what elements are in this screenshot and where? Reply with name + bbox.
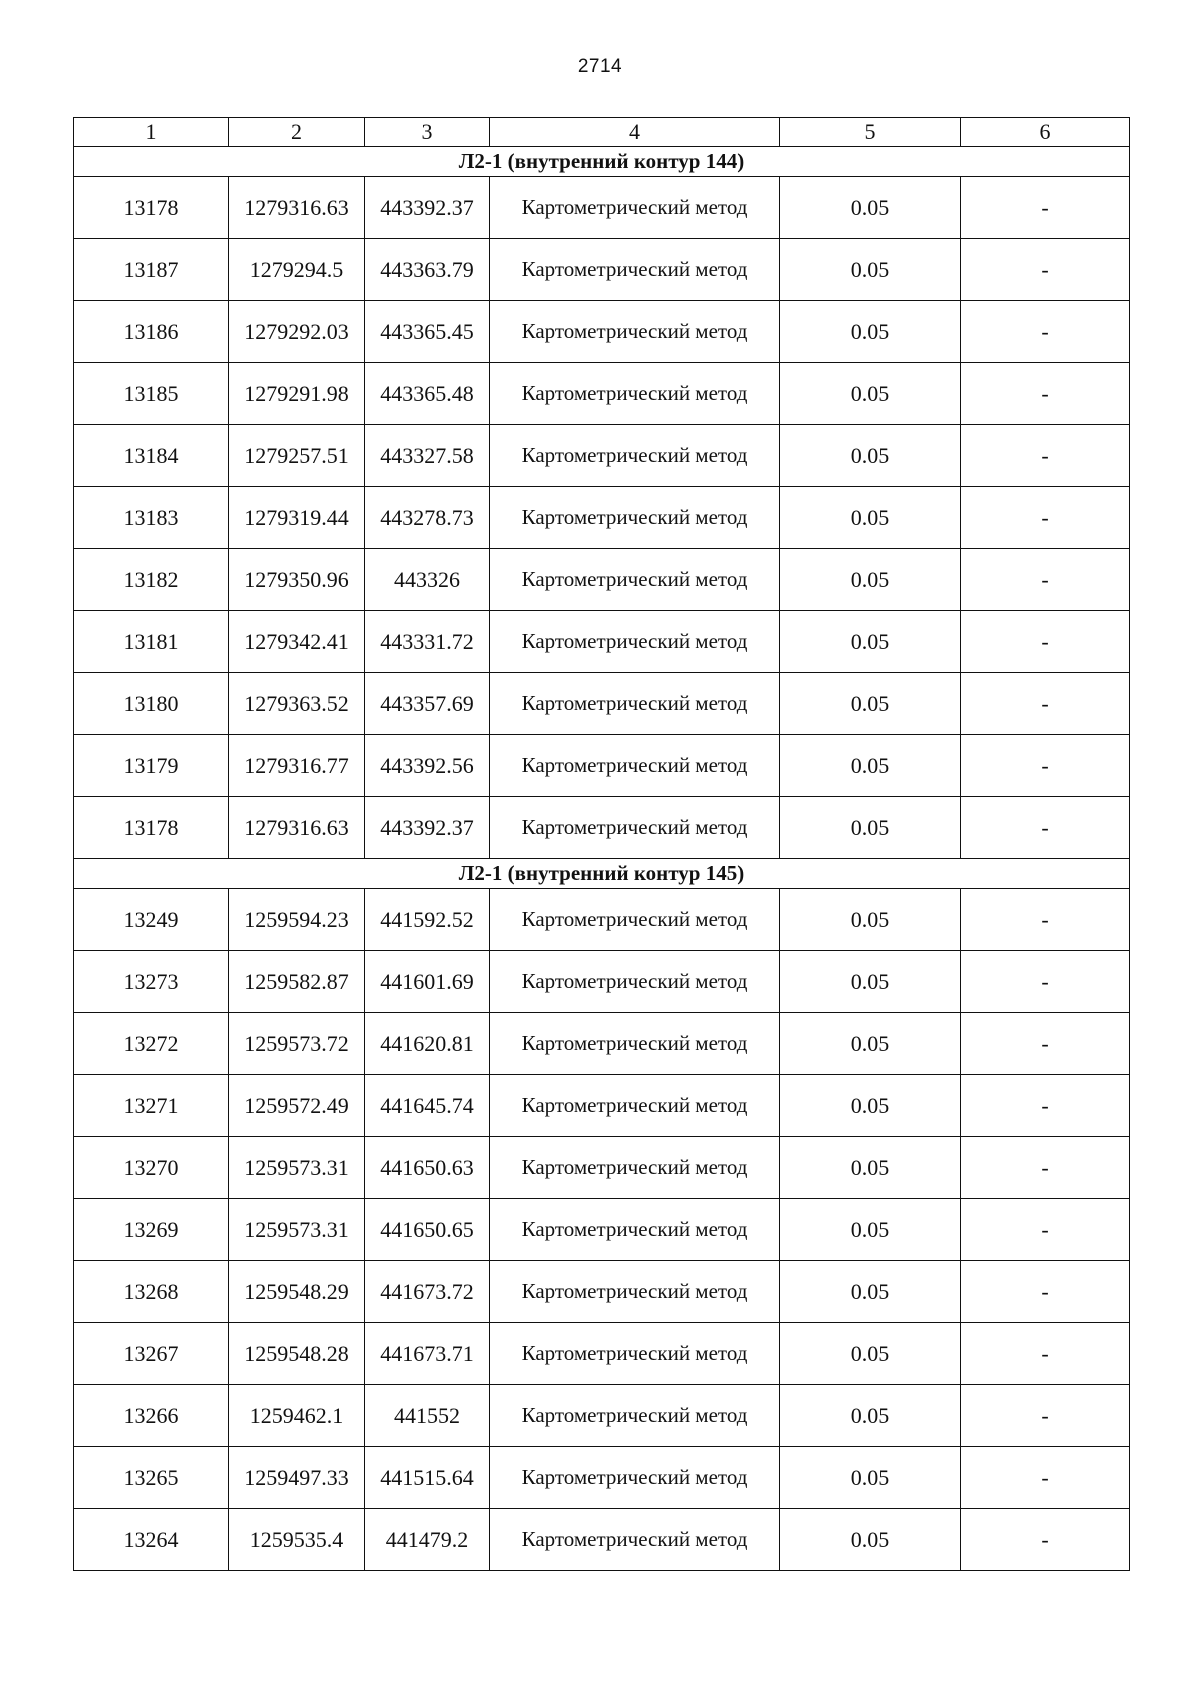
table-row (74, 425, 1130, 487)
table-row (74, 177, 1130, 239)
description-cell: - (961, 1199, 1130, 1261)
x-coordinate-cell: 1279291.98 (229, 363, 365, 425)
description-cell: - (961, 889, 1130, 951)
description-cell: - (961, 1323, 1130, 1385)
table-row (74, 797, 1130, 859)
y-coordinate-cell: 441515.64 (365, 1447, 490, 1509)
section-header-row (74, 859, 1130, 889)
point-number-cell: 13270 (74, 1137, 229, 1199)
description-cell: - (961, 301, 1130, 363)
table-row (74, 239, 1130, 301)
table-row (74, 1013, 1130, 1075)
x-coordinate-cell: 1259548.28 (229, 1323, 365, 1385)
table-row (74, 487, 1130, 549)
column-header: 6 (961, 118, 1130, 147)
method-cell: Картометрический метод (490, 1075, 780, 1137)
description-cell: - (961, 487, 1130, 549)
y-coordinate-cell: 441673.71 (365, 1323, 490, 1385)
accuracy-cell: 0.05 (780, 301, 961, 363)
y-coordinate-cell: 443327.58 (365, 425, 490, 487)
description-cell: - (961, 239, 1130, 301)
point-number-cell: 13249 (74, 889, 229, 951)
description-cell: - (961, 611, 1130, 673)
column-header: 1 (74, 118, 229, 147)
accuracy-cell: 0.05 (780, 487, 961, 549)
x-coordinate-cell: 1279257.51 (229, 425, 365, 487)
point-number-cell: 13271 (74, 1075, 229, 1137)
table-row (74, 1323, 1130, 1385)
x-coordinate-cell: 1259594.23 (229, 889, 365, 951)
column-header: 3 (365, 118, 490, 147)
y-coordinate-cell: 441650.65 (365, 1199, 490, 1261)
accuracy-cell: 0.05 (780, 177, 961, 239)
accuracy-cell: 0.05 (780, 1385, 961, 1447)
y-coordinate-cell: 443331.72 (365, 611, 490, 673)
description-cell: - (961, 363, 1130, 425)
description-cell: - (961, 1075, 1130, 1137)
point-number-cell: 13182 (74, 549, 229, 611)
accuracy-cell: 0.05 (780, 1199, 961, 1261)
table-row (74, 1137, 1130, 1199)
method-cell: Картометрический метод (490, 1385, 780, 1447)
method-cell: Картометрический метод (490, 1261, 780, 1323)
accuracy-cell: 0.05 (780, 797, 961, 859)
point-number-cell: 13180 (74, 673, 229, 735)
section-title: Л2-1 (внутренний контур 145) (74, 859, 1130, 889)
table-body (74, 118, 1130, 1571)
point-number-cell: 13187 (74, 239, 229, 301)
table-row (74, 735, 1130, 797)
x-coordinate-cell: 1279316.63 (229, 177, 365, 239)
point-number-cell: 13264 (74, 1509, 229, 1571)
table-row (74, 301, 1130, 363)
point-number-cell: 13184 (74, 425, 229, 487)
y-coordinate-cell: 441650.63 (365, 1137, 490, 1199)
method-cell: Картометрический метод (490, 611, 780, 673)
table-row (74, 889, 1130, 951)
y-coordinate-cell: 443365.48 (365, 363, 490, 425)
description-cell: - (961, 1137, 1130, 1199)
x-coordinate-cell: 1279363.52 (229, 673, 365, 735)
accuracy-cell: 0.05 (780, 239, 961, 301)
point-number-cell: 13272 (74, 1013, 229, 1075)
method-cell: Картометрический метод (490, 1013, 780, 1075)
method-cell: Картометрический метод (490, 797, 780, 859)
table-row (74, 1261, 1130, 1323)
accuracy-cell: 0.05 (780, 363, 961, 425)
x-coordinate-cell: 1279316.63 (229, 797, 365, 859)
method-cell: Картометрический метод (490, 1509, 780, 1571)
y-coordinate-cell: 443392.37 (365, 797, 490, 859)
accuracy-cell: 0.05 (780, 1261, 961, 1323)
description-cell: - (961, 735, 1130, 797)
point-number-cell: 13181 (74, 611, 229, 673)
accuracy-cell: 0.05 (780, 1509, 961, 1571)
method-cell: Картометрический метод (490, 1447, 780, 1509)
y-coordinate-cell: 443357.69 (365, 673, 490, 735)
x-coordinate-cell: 1259572.49 (229, 1075, 365, 1137)
method-cell: Картометрический метод (490, 951, 780, 1013)
method-cell: Картометрический метод (490, 487, 780, 549)
point-number-cell: 13186 (74, 301, 229, 363)
point-number-cell: 13179 (74, 735, 229, 797)
y-coordinate-cell: 441552 (365, 1385, 490, 1447)
x-coordinate-cell: 1279350.96 (229, 549, 365, 611)
method-cell: Картометрический метод (490, 673, 780, 735)
method-cell: Картометрический метод (490, 1199, 780, 1261)
y-coordinate-cell: 443365.45 (365, 301, 490, 363)
x-coordinate-cell: 1259462.1 (229, 1385, 365, 1447)
accuracy-cell: 0.05 (780, 735, 961, 797)
x-coordinate-cell: 1279319.44 (229, 487, 365, 549)
x-coordinate-cell: 1259573.72 (229, 1013, 365, 1075)
x-coordinate-cell: 1259582.87 (229, 951, 365, 1013)
accuracy-cell: 0.05 (780, 425, 961, 487)
description-cell: - (961, 797, 1130, 859)
accuracy-cell: 0.05 (780, 1075, 961, 1137)
table-row (74, 1199, 1130, 1261)
point-number-cell: 13268 (74, 1261, 229, 1323)
point-number-cell: 13266 (74, 1385, 229, 1447)
x-coordinate-cell: 1259535.4 (229, 1509, 365, 1571)
method-cell: Картометрический метод (490, 549, 780, 611)
table-row (74, 1509, 1130, 1571)
point-number-cell: 13265 (74, 1447, 229, 1509)
x-coordinate-cell: 1279294.5 (229, 239, 365, 301)
y-coordinate-cell: 443392.56 (365, 735, 490, 797)
column-header: 4 (490, 118, 780, 147)
x-coordinate-cell: 1259573.31 (229, 1199, 365, 1261)
description-cell: - (961, 1013, 1130, 1075)
method-cell: Картометрический метод (490, 363, 780, 425)
description-cell: - (961, 1261, 1130, 1323)
y-coordinate-cell: 441645.74 (365, 1075, 490, 1137)
table-row (74, 673, 1130, 735)
description-cell: - (961, 1509, 1130, 1571)
column-header: 5 (780, 118, 961, 147)
method-cell: Картометрический метод (490, 1137, 780, 1199)
y-coordinate-cell: 443278.73 (365, 487, 490, 549)
accuracy-cell: 0.05 (780, 1013, 961, 1075)
table-row (74, 1075, 1130, 1137)
section-title: Л2-1 (внутренний контур 144) (74, 147, 1130, 177)
accuracy-cell: 0.05 (780, 549, 961, 611)
x-coordinate-cell: 1279292.03 (229, 301, 365, 363)
description-cell: - (961, 673, 1130, 735)
point-number-cell: 13273 (74, 951, 229, 1013)
point-number-cell: 13185 (74, 363, 229, 425)
description-cell: - (961, 425, 1130, 487)
method-cell: Картометрический метод (490, 177, 780, 239)
column-header-row (74, 118, 1130, 147)
x-coordinate-cell: 1279316.77 (229, 735, 365, 797)
accuracy-cell: 0.05 (780, 1323, 961, 1385)
description-cell: - (961, 1447, 1130, 1509)
point-number-cell: 13183 (74, 487, 229, 549)
y-coordinate-cell: 441479.2 (365, 1509, 490, 1571)
table-row (74, 549, 1130, 611)
method-cell: Картометрический метод (490, 425, 780, 487)
point-number-cell: 13269 (74, 1199, 229, 1261)
method-cell: Картометрический метод (490, 889, 780, 951)
x-coordinate-cell: 1259548.29 (229, 1261, 365, 1323)
description-cell: - (961, 177, 1130, 239)
table-row (74, 1447, 1130, 1509)
y-coordinate-cell: 441601.69 (365, 951, 490, 1013)
accuracy-cell: 0.05 (780, 673, 961, 735)
point-number-cell: 13267 (74, 1323, 229, 1385)
description-cell: - (961, 549, 1130, 611)
table-row (74, 363, 1130, 425)
y-coordinate-cell: 443326 (365, 549, 490, 611)
accuracy-cell: 0.05 (780, 889, 961, 951)
table-row (74, 1385, 1130, 1447)
coordinates-table (73, 117, 1130, 1571)
y-coordinate-cell: 443363.79 (365, 239, 490, 301)
accuracy-cell: 0.05 (780, 1447, 961, 1509)
page-number: 2714 (577, 56, 623, 77)
y-coordinate-cell: 441592.52 (365, 889, 490, 951)
x-coordinate-cell: 1259573.31 (229, 1137, 365, 1199)
table-row (74, 951, 1130, 1013)
point-number-cell: 13178 (74, 797, 229, 859)
method-cell: Картометрический метод (490, 1323, 780, 1385)
method-cell: Картометрический метод (490, 301, 780, 363)
section-header-row (74, 147, 1130, 177)
x-coordinate-cell: 1259497.33 (229, 1447, 365, 1509)
y-coordinate-cell: 441673.72 (365, 1261, 490, 1323)
table-row (74, 611, 1130, 673)
method-cell: Картометрический метод (490, 735, 780, 797)
x-coordinate-cell: 1279342.41 (229, 611, 365, 673)
method-cell: Картометрический метод (490, 239, 780, 301)
accuracy-cell: 0.05 (780, 951, 961, 1013)
description-cell: - (961, 951, 1130, 1013)
accuracy-cell: 0.05 (780, 611, 961, 673)
column-header: 2 (229, 118, 365, 147)
y-coordinate-cell: 441620.81 (365, 1013, 490, 1075)
y-coordinate-cell: 443392.37 (365, 177, 490, 239)
point-number-cell: 13178 (74, 177, 229, 239)
description-cell: - (961, 1385, 1130, 1447)
accuracy-cell: 0.05 (780, 1137, 961, 1199)
